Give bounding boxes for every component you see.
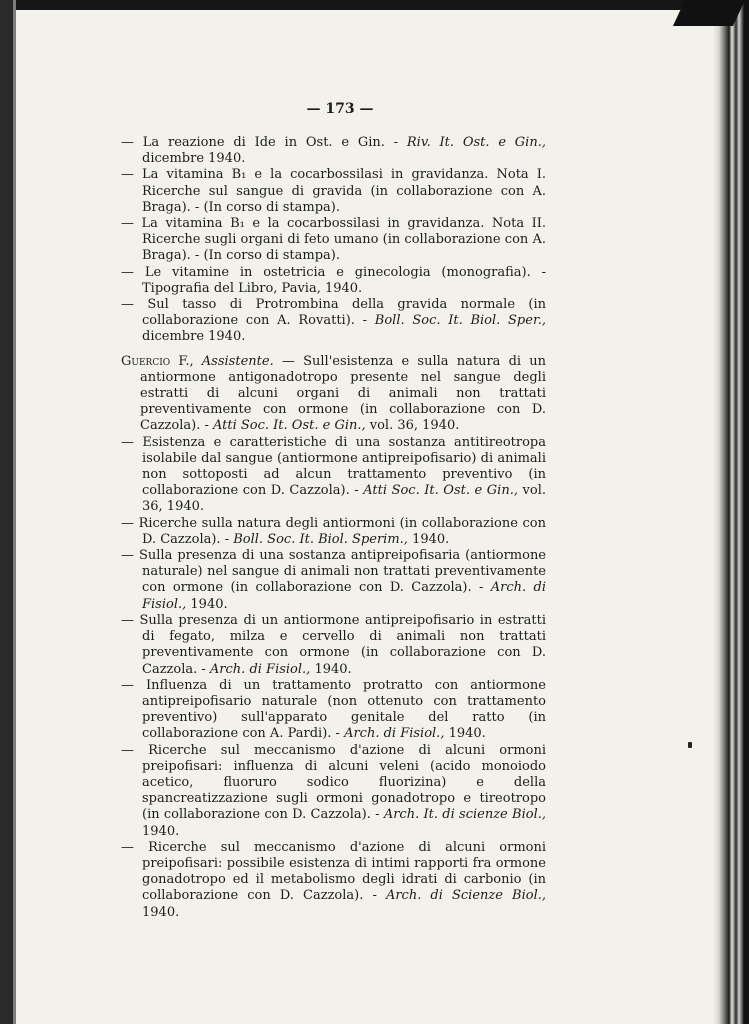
first-entry-group (121, 135, 546, 346)
bibliography-entry: — Esistenza e caratteristiche di una sostanza antitireotropa isolabile dal sangue (antiormone antipreipofisario) di animali non sottoposti ad alcun trattamento preventivo (in collaborazione con D. Cazzola). - Atti Soc. It. Ost. e Gin., vol. 36, 1940. (121, 434, 546, 515)
book-binding-edge (713, 0, 749, 1024)
bibliography-entry: — Sulla presenza di un antiormone antipreipofisario in estratti di fegato, milza e cervello di animali non trattati preventivamente con ormone (in collaborazione con D. Cazzola. - Arch. di Fisiol., 1940. (121, 612, 546, 677)
bibliography-entry: — Ricerche sul meccanismo d'azione di alcuni ormoni preipofisari: influenza di alcuni veleni (acido monoiodo acetico, fluoruro sodico fluorizina) e della spancreatizzazione sugli ormoni gonadotropo e tireotropo (in collaborazione con D. Cazzola). - Arch. It. di scienze Biol., 1940. (121, 742, 546, 839)
bibliography-entry: — La vitamina B₁ e la cocarbossilasi in gravidanza. Nota I. Ricerche sul sangue di gravida (in collaborazione con A. Braga). - (In corso di stampa). (121, 167, 546, 215)
bibliography-entry: — Sul tasso di Protrombina della gravida normale (in collaborazione con A. Rovatti). - Boll. Soc. It. Biol. Sper., dicembre 1940. (121, 297, 546, 345)
author-section (121, 354, 546, 921)
scan-left-border (0, 0, 13, 1024)
author-entry: Guercio F., Assistente. — Sull'esistenza e sulla natura di un antiormone antigonadotropo presente nel sangue degli estratti di alcuni organi di animali non trattati preventivamente con ormone (in collaborazione con D. Cazzola). - Atti Soc. It. Ost. e Gin., vol. 36, 1940. (121, 353, 547, 434)
bibliography-entry: — Sulla presenza di una sostanza antipreipofisaria (antiormone naturale) nel sangue di animali non trattati preventivamente con ormone (in collaborazione con D. Cazzola). - Arch. di Fisiol., 1940. (121, 548, 547, 612)
bibliography-entry: — La vitamina B₁ e la cocarbossilasi in gravidanza. Nota II. Ricerche sugli organi di feto umano (in collaborazione con A. Braga). - (In corso di stampa). (121, 216, 546, 264)
author-name: Guercio F., (121, 353, 194, 369)
author-role: Assistente. (201, 353, 274, 369)
scan-top-border (0, 0, 749, 10)
margin-mark (688, 742, 692, 748)
bibliography-entry: — Le vitamine in ostetricia e ginecologia (monografia). - Tipografia del Libro, Pavia, 1940. (121, 264, 546, 296)
scan-left-border-inner (13, 0, 16, 1024)
bibliography-entry: — Influenza di un trattamento protratto con antiormone antipreipofisario naturale (non ottenuto con trattamento preventivo) sull'apparato genitale del ratto (in collaborazione con A. Pardi). - Arch. di Fisiol., 1940. (121, 677, 546, 742)
bibliography-entry: — Ricerche sul meccanismo d'azione di alcuni ormoni preipofisari: possibile esistenza di intimi rapporti fra ormone gonadotropo ed il metabolismo degli idrati di carbonio (in collaborazione con D. Cazzola). - Arch. di Scienze Biol., 1940. (121, 839, 546, 920)
bibliography-list (121, 135, 546, 921)
scan-corner-shadow (673, 0, 745, 26)
page-number: — 173 — (306, 101, 374, 117)
bibliography-entry: — Ricerche sulla natura degli antiormoni (in collaborazione con D. Cazzola). - Boll. Soc. It. Biol. Sperim., 1940. (121, 515, 546, 547)
bibliography-entry: — La reazione di Ide in Ost. e Gin. - Riv. It. Ost. e Gin., dicembre 1940. (121, 135, 546, 167)
